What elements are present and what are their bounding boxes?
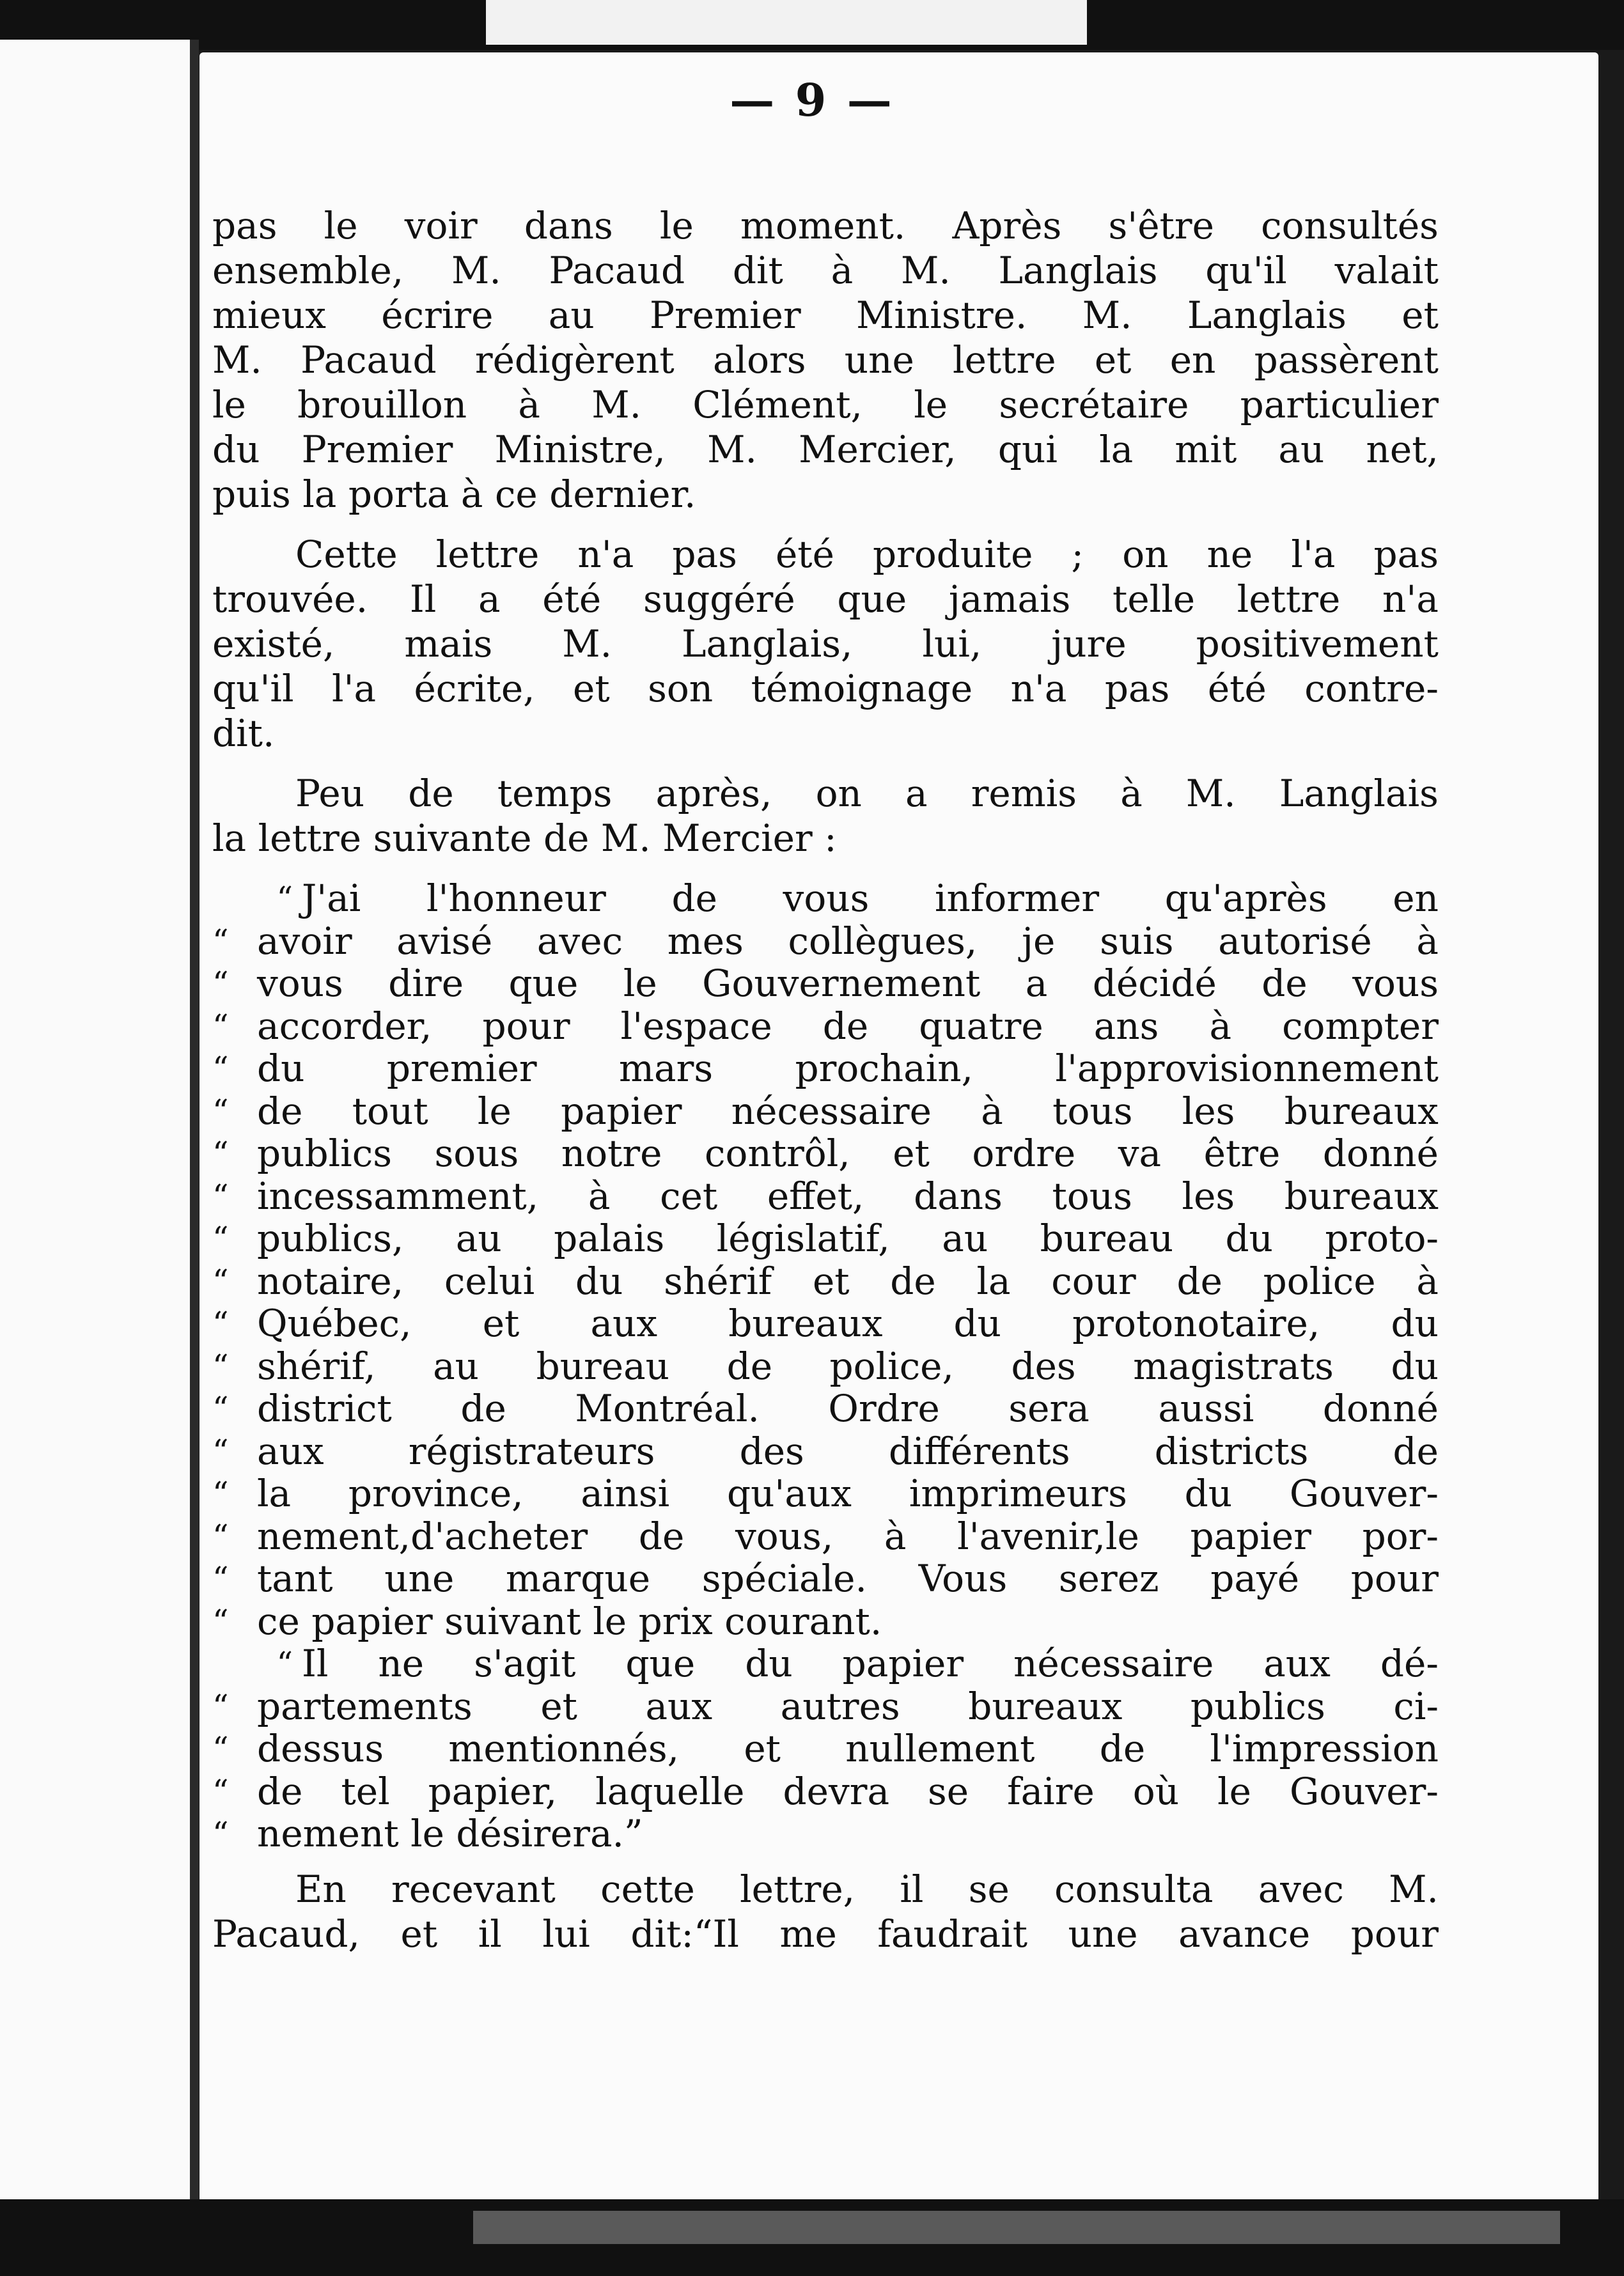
quote-line [212, 1386, 1439, 1429]
quote-mark: “ [212, 1050, 229, 1087]
quote-mark: “ [212, 1517, 229, 1555]
body-text [212, 203, 1439, 1956]
quote-text: vous dire que le Gouvernement a décidé de vous [257, 962, 1439, 1005]
quote-text: nement le désirera.” [257, 1812, 643, 1855]
paragraph-gap [212, 861, 1439, 876]
quote-text: notaire, celui du shérif et de la cour de police à [257, 1259, 1439, 1303]
paragraph-gap [212, 1854, 1439, 1867]
text-line: Peu de temps après, on a remis à M. Langlais [295, 772, 1439, 815]
scan-bottom-band [473, 2211, 1560, 2244]
paragraph [212, 203, 1439, 517]
quote-text: nement,d'acheter de vous, à l'avenir,le papier por- [257, 1514, 1439, 1558]
text-line: dit. [212, 712, 275, 755]
text-line: la lettre suivante de M. Mercier : [212, 816, 837, 860]
quote-mark: “ [212, 1602, 229, 1640]
quote-line [212, 961, 1439, 1004]
quote-line [212, 1429, 1439, 1472]
quote-line [212, 1684, 1439, 1727]
scan-bottom-edge [0, 2199, 1624, 2276]
scan-top-band [486, 0, 1087, 45]
quote-mark: “ [212, 1220, 229, 1257]
quote-text: de tel papier, laquelle devra se faire où le Gouver- [257, 1769, 1439, 1813]
quote-text: du premier mars prochain, l'approvisionnement [257, 1047, 1439, 1090]
quote-mark: “ [212, 965, 229, 1002]
text-line: existé, mais M. Langlais, lui, jure positivement [212, 622, 1439, 666]
quote-text: district de Montréal. Ordre sera aussi donné [257, 1387, 1439, 1430]
quote-text: ce papier suivant le prix courant. [257, 1599, 882, 1643]
quote-line [212, 1769, 1439, 1812]
text-line: du Premier Ministre, M. Mercier, qui la mit au net, [212, 428, 1439, 471]
quote-text: Il ne s'agit que du papier nécessaire aux dé- [302, 1642, 1439, 1685]
quoted-letter [212, 876, 1439, 1854]
text-line: puis la porta à ce dernier. [212, 472, 696, 516]
quote-text: incessamment, à cet effet, dans tous les bureaux [257, 1174, 1439, 1218]
quote-text: J'ai l'honneur de vous informer qu'après en [302, 877, 1439, 920]
quote-text: tant une marque spéciale. Vous serez payé pour [257, 1557, 1439, 1600]
quote-line [212, 1174, 1439, 1217]
text-line: Cette lettre n'a pas été produite ; on ne l'a pas [295, 533, 1439, 576]
quote-line [212, 919, 1439, 962]
quote-mark: “ [212, 1092, 229, 1130]
quote-line [212, 1811, 1439, 1854]
quote-mark: “ [212, 1815, 229, 1852]
quote-text: aux régistrateurs des différents districts de [257, 1429, 1439, 1473]
quote-line [212, 1216, 1439, 1259]
book-gutter [190, 40, 199, 2207]
quote-mark: “ [212, 922, 229, 960]
quote-line [212, 1046, 1439, 1089]
quote-line [212, 1089, 1439, 1132]
quote-mark: “ [212, 1432, 229, 1470]
page-number: — 9 — [730, 74, 894, 127]
quote-mark: “ [212, 1390, 229, 1427]
text-line: Pacaud, et il lui dit:“Il me faudrait une avance pour [212, 1912, 1439, 1956]
quote-mark: “ [212, 1262, 229, 1300]
quote-line [212, 1344, 1439, 1387]
quote-text: Québec, et aux bureaux du protonotaire, du [257, 1302, 1439, 1345]
quote-text: publics, au palais législatif, au bureau du proto- [257, 1217, 1439, 1260]
quote-line [212, 1004, 1439, 1047]
quote-text: shérif, au bureau de police, des magistrats du [257, 1344, 1439, 1388]
quote-line [212, 1514, 1439, 1557]
quote-text: dessus mentionnés, et nullement de l'impression [257, 1727, 1439, 1770]
scan-top-edge [0, 0, 1624, 50]
text-line: trouvée. Il a été suggéré que jamais telle lettre n'a [212, 577, 1439, 621]
quote-text: avoir avisé avec mes collègues, je suis autorisé à [257, 919, 1439, 963]
closing-paragraph [212, 1867, 1439, 1956]
text-line: le brouillon à M. Clément, le secrétaire particulier [212, 383, 1439, 426]
paragraph [212, 771, 1439, 861]
quote-mark: “ [212, 1007, 229, 1045]
quote-line [212, 1471, 1439, 1514]
quote-line [212, 1301, 1439, 1344]
quote-line [212, 1599, 1439, 1642]
quote-mark: “ [212, 1135, 229, 1172]
text-line: M. Pacaud rédigèrent alors une lettre et en passèrent [212, 338, 1439, 382]
quote-mark: “ [212, 1730, 229, 1767]
quote-line [212, 1131, 1439, 1174]
quote-mark: “ [276, 1645, 293, 1682]
text-line: qu'il l'a écrite, et son témoignage n'a pas été contre- [212, 667, 1439, 710]
quote-mark: “ [212, 1687, 229, 1725]
quote-mark: “ [212, 1772, 229, 1810]
quote-text: publics sous notre contrôl, et ordre va être donné [257, 1132, 1439, 1175]
paragraph-gap [212, 517, 1439, 532]
text-line: pas le voir dans le moment. Après s'être consultés [212, 204, 1439, 247]
quote-text: la province, ainsi qu'aux imprimeurs du Gouver- [257, 1472, 1439, 1515]
text-line: En recevant cette lettre, il se consulta avec M. [295, 1867, 1439, 1911]
paragraph-gap [212, 756, 1439, 771]
quote-mark: “ [212, 1305, 229, 1342]
quote-line [212, 1641, 1439, 1684]
quote-text: partements et aux autres bureaux publics ci- [257, 1684, 1439, 1728]
quote-line [212, 1556, 1439, 1599]
quote-mark: “ [212, 1475, 229, 1512]
quote-line [212, 876, 1439, 919]
text-line: mieux écrire au Premier Ministre. M. Langlais et [212, 293, 1439, 337]
facing-page [0, 40, 199, 2207]
quote-mark: “ [212, 1560, 229, 1597]
text-line: ensemble, M. Pacaud dit à M. Langlais qu'il valait [212, 249, 1439, 292]
quote-mark: “ [276, 880, 293, 917]
quote-line [212, 1726, 1439, 1769]
quote-mark: “ [212, 1177, 229, 1215]
quote-text: accorder, pour l'espace de quatre ans à compter [257, 1004, 1439, 1048]
quote-mark: “ [212, 1347, 229, 1385]
paragraph [212, 532, 1439, 756]
quote-text: de tout le papier nécessaire à tous les bureaux [257, 1089, 1439, 1133]
quote-line [212, 1259, 1439, 1302]
